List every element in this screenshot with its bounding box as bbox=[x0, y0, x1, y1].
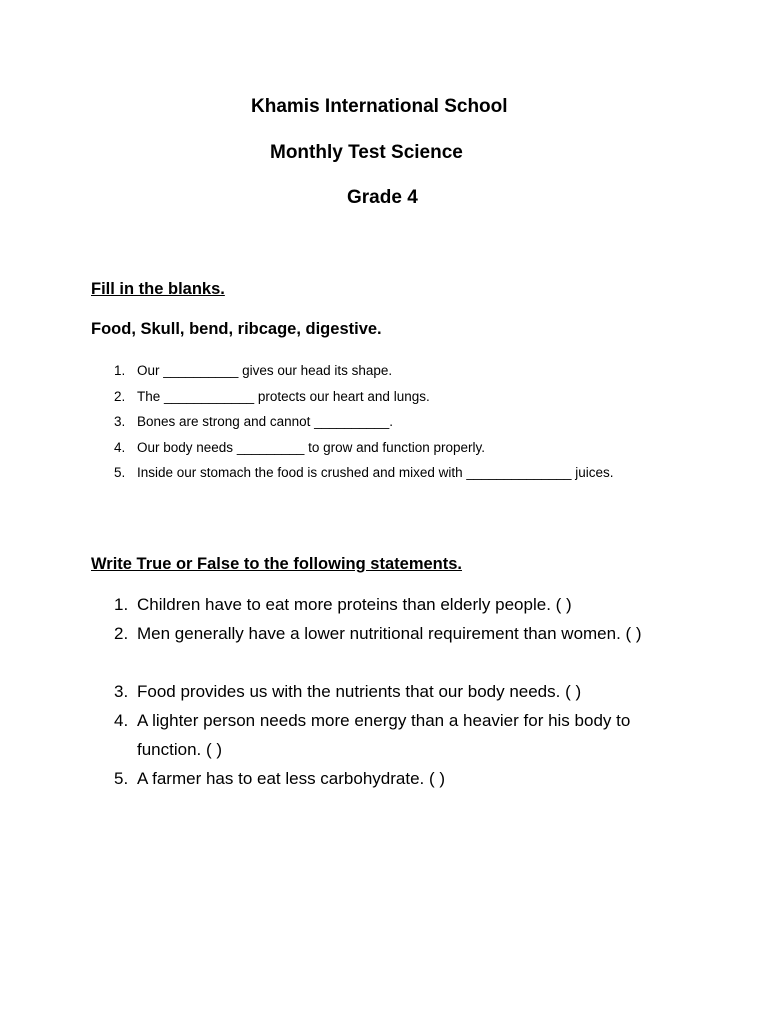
item-number: 5. bbox=[114, 465, 126, 480]
item-number: 5. bbox=[114, 769, 129, 788]
fill-blanks-heading: Fill in the blanks. bbox=[91, 280, 225, 298]
grade-label: Grade 4 bbox=[347, 187, 418, 208]
item-number: 3. bbox=[114, 682, 129, 701]
item-text: Our __________ gives our head its shape. bbox=[137, 363, 393, 378]
item-text: Bones are strong and cannot __________. bbox=[137, 414, 393, 429]
item-number: 4. bbox=[114, 711, 129, 730]
item-number: 2. bbox=[114, 624, 129, 643]
item-text: A lighter person needs more energy than a heavier for his body to function. ( ) bbox=[137, 711, 631, 759]
item-text: A farmer has to eat less carbohydrate. ( ) bbox=[137, 769, 446, 788]
item-text: Our body needs _________ to grow and function properly. bbox=[137, 439, 485, 455]
item-text: Inside our stomach the food is crushed and mixed with ______________ juices. bbox=[137, 465, 614, 480]
item-number: 1. bbox=[114, 363, 126, 378]
item-text: Food provides us with the nutrients that our body needs. ( ) bbox=[137, 682, 582, 701]
word-bank: Food, Skull, bend, ribcage, digestive. bbox=[91, 320, 382, 338]
item-text: Children have to eat more proteins than elderly people. ( ) bbox=[137, 595, 572, 614]
item-number: 2. bbox=[114, 388, 126, 404]
item-number: 1. bbox=[114, 595, 129, 614]
item-number: 4. bbox=[114, 439, 126, 455]
true-false-heading: Write True or False to the following statements. bbox=[91, 555, 463, 573]
item-number: 3. bbox=[114, 414, 126, 429]
item-text: The ____________ protects our heart and lungs. bbox=[137, 388, 430, 404]
item-text: Men generally have a lower nutritional requirement than women. ( ) bbox=[137, 624, 642, 643]
school-name: Khamis International School bbox=[251, 96, 508, 117]
test-title: Monthly Test Science bbox=[270, 142, 463, 163]
